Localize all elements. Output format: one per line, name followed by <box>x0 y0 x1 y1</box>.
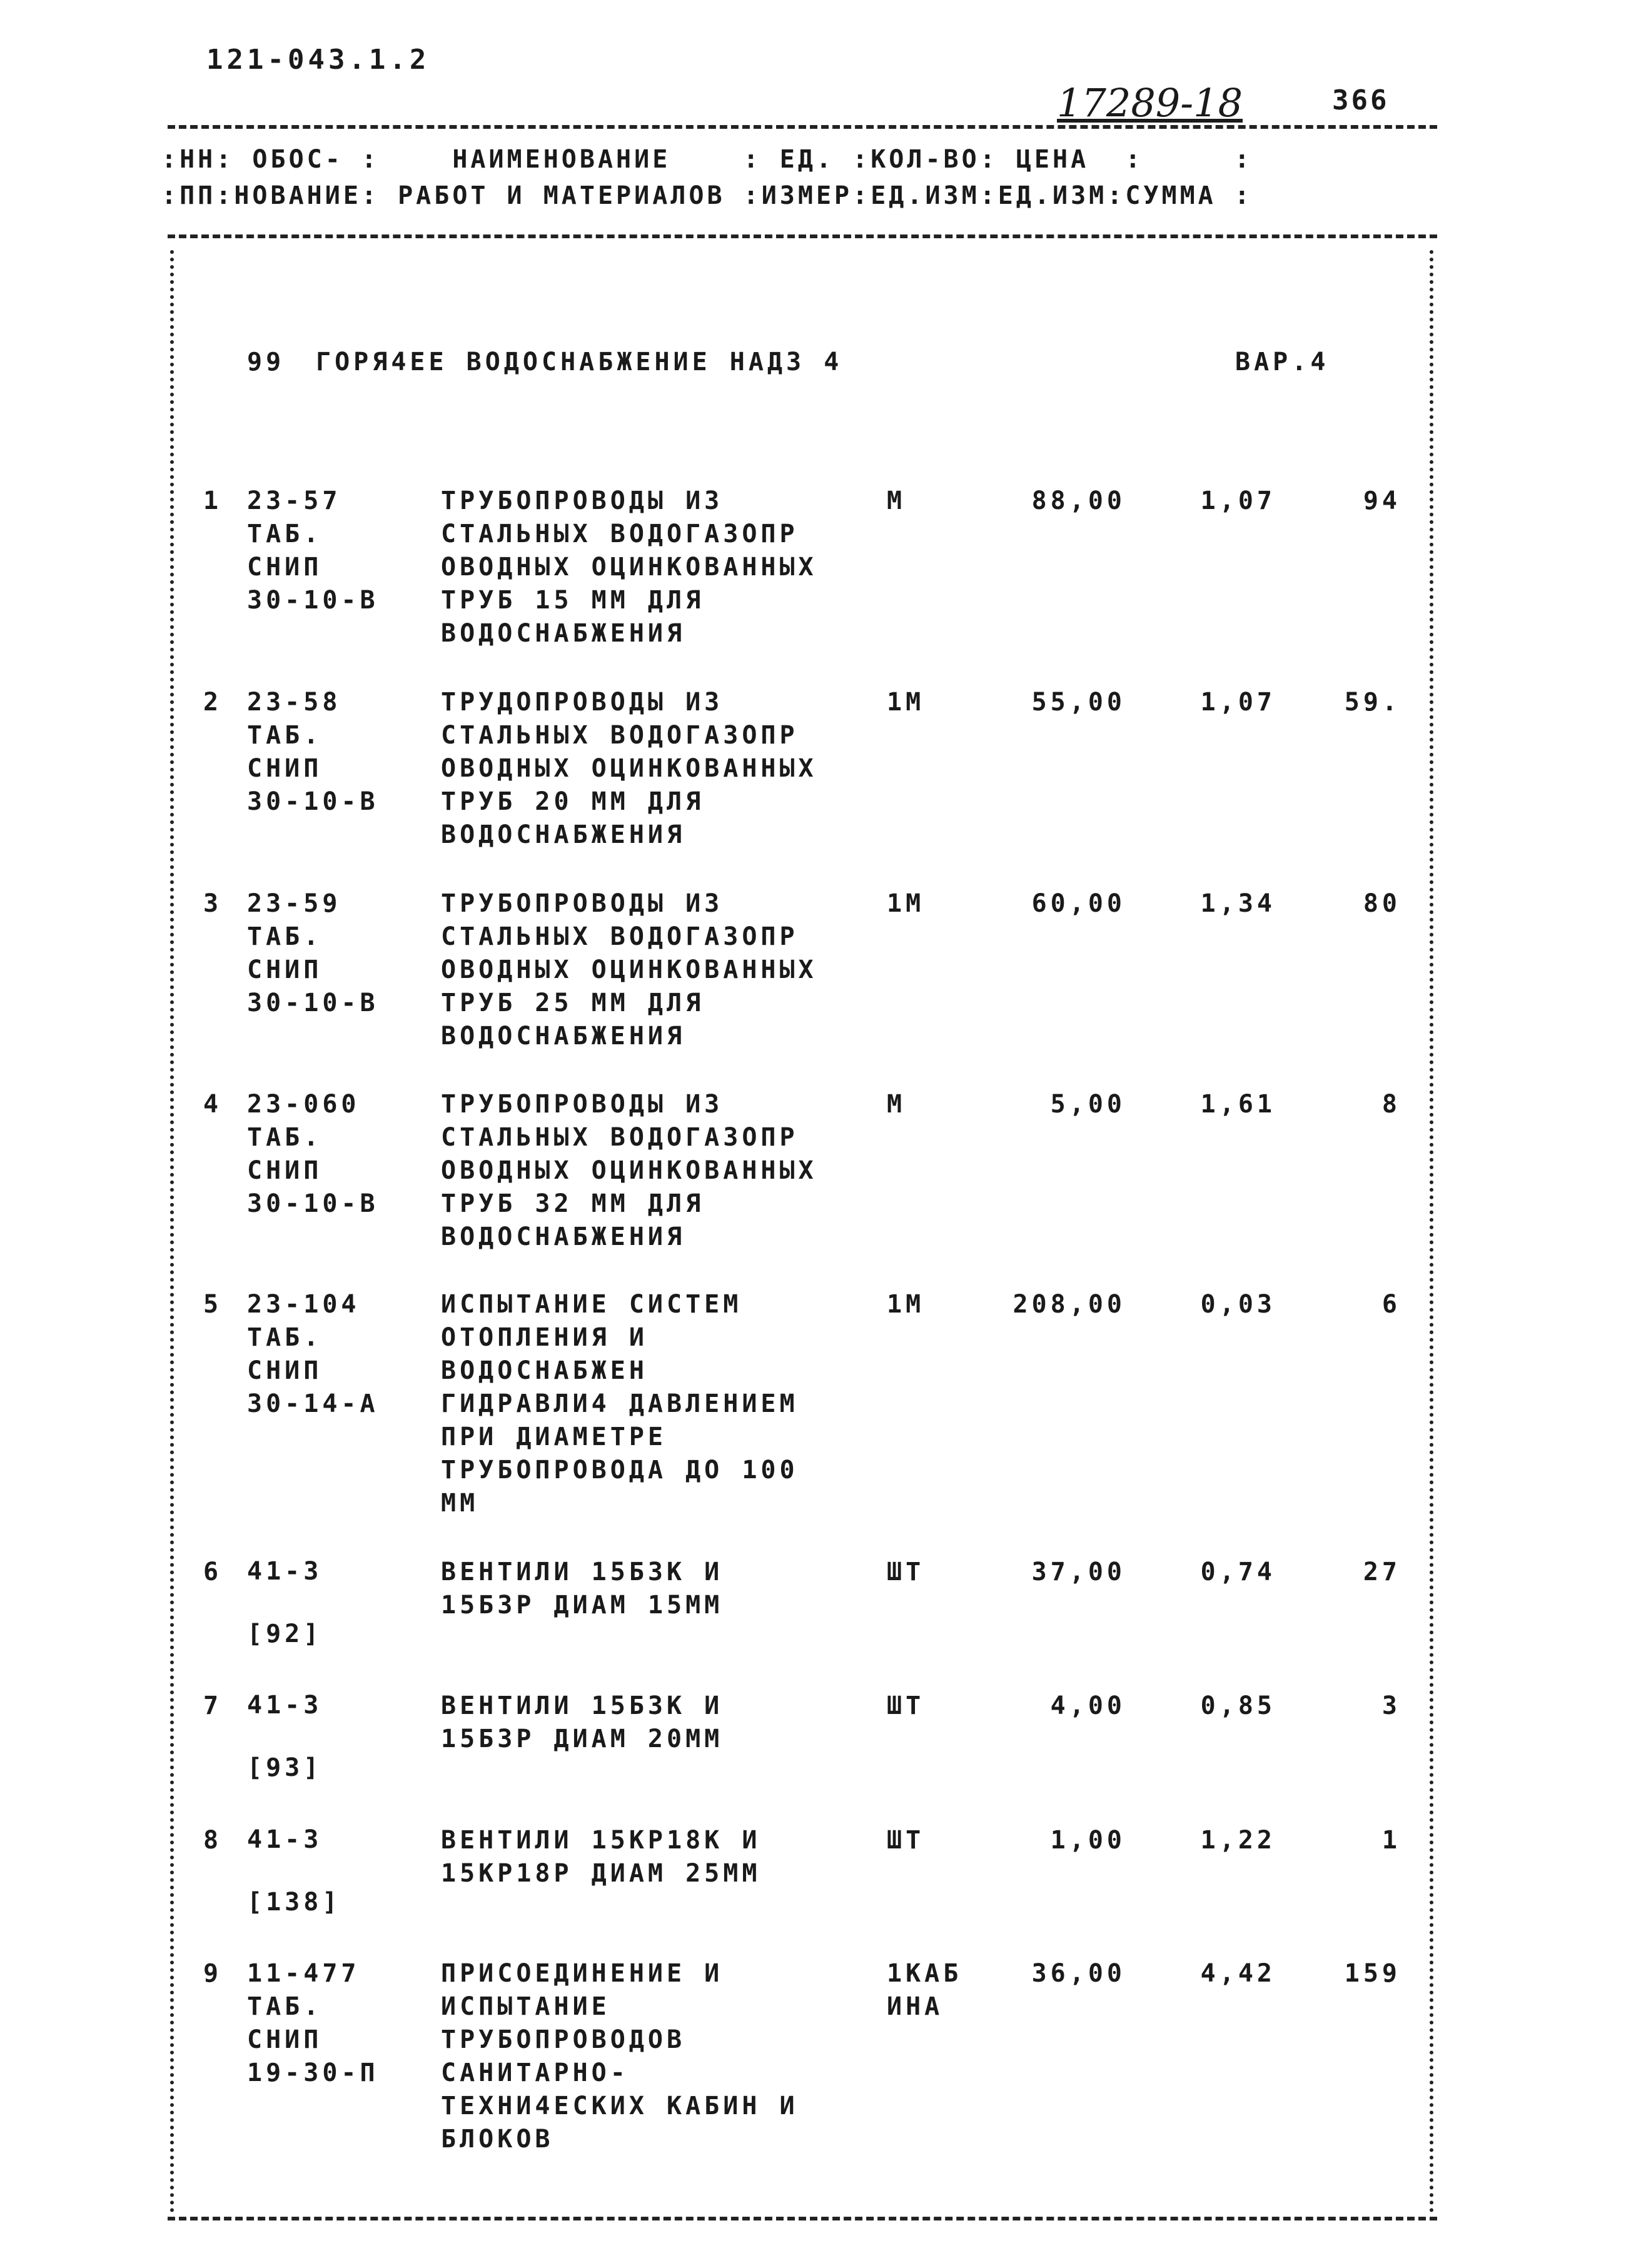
row-quantity: 1,00 <box>1050 1826 1126 1855</box>
section-title: ГОРЯ4ЕЕ ВОДОСНАБЖЕНИЕ НАДЗ 4 <box>316 348 843 376</box>
row-name: ИСПЫТАНИЕ СИСТЕМ ОТОПЛЕНИЯ И ВОДОСНАБЖЕН ГИДРАВЛИ4 ДАВЛЕНИЕМ ПРИ ДИАМЕТРЕ ТРУБОПРОВОДА ДО 100 ММ <box>441 1290 799 1518</box>
row-quantity: 36,00 <box>1031 1959 1126 1988</box>
row-code: 23-59 ТАБ. СНИП 30-10-В <box>247 889 379 1017</box>
row-code: 23-104 ТАБ. СНИП 30-14-А <box>247 1290 379 1418</box>
row-name: ПРИСОЕДИНЕНИЕ И ИСПЫТАНИЕ ТРУБОПРОВОДОВ САНИТАРНО- ТЕХНИ4ЕСКИХ КАБИН И БЛОКОВ <box>441 1959 799 2154</box>
row-number: 2 <box>203 688 223 717</box>
header-line-1: :НН: ОБОС- : НАИМЕНОВАНИЕ : ЕД. :КОЛ-ВО: ЦЕНА : : <box>161 145 1253 174</box>
row-quantity: 5,00 <box>1050 1090 1126 1119</box>
row-number: 8 <box>203 1826 223 1855</box>
row-number: 1 <box>203 486 223 515</box>
row-name: ВЕНТИЛИ 15Б3К И 15Б3Р ДИАМ 20ММ <box>441 1691 724 1753</box>
row-sum: 8 <box>1381 1090 1401 1119</box>
row-quantity: 88,00 <box>1031 486 1126 515</box>
row-name: ТРУДОПРОВОДЫ ИЗ СТАЛЬНЫХ ВОДОГАЗОПР ОВОДНЫХ ОЦИНКОВАННЫХ ТРУБ 20 ММ ДЛЯ ВОДОСНАБЖЕНИЯ <box>441 688 817 849</box>
row-sum: 159 <box>1344 1959 1401 1988</box>
row-unit: ШТ <box>887 1558 925 1586</box>
row-name: ВЕНТИЛИ 15Б3К И 15Б3Р ДИАМ 15ММ <box>441 1558 724 1620</box>
row-number: 7 <box>203 1691 223 1720</box>
row-unit: ШТ <box>887 1691 925 1720</box>
row-sum: 80 <box>1363 889 1401 918</box>
header-line-2: :ПП:НОВАНИЕ: РАБОТ И МАТЕРИАЛОВ :ИЗМЕР:ЕД.ИЗМ:ЕД.ИЗМ:СУММА : <box>161 181 1253 210</box>
row-unit: 1М <box>887 688 925 717</box>
document-code: 121-043.1.2 <box>206 44 430 76</box>
row-code: 23-58 ТАБ. СНИП 30-10-В <box>247 688 379 816</box>
section-number: 99 <box>247 348 285 376</box>
row-name: ТРУБОПРОВОДЫ ИЗ СТАЛЬНЫХ ВОДОГАЗОПР ОВОДНЫХ ОЦИНКОВАННЫХ ТРУБ 15 ММ ДЛЯ ВОДОСНАБЖЕНИЯ <box>441 486 817 648</box>
row-number: 5 <box>203 1290 223 1319</box>
row-price: 1,34 <box>1200 889 1276 918</box>
row-price: 1,22 <box>1200 1826 1276 1855</box>
row-sum: 59. <box>1344 688 1401 717</box>
row-number: 3 <box>203 889 223 918</box>
row-number: 4 <box>203 1090 223 1119</box>
row-name: ТРУБОПРОВОДЫ ИЗ СТАЛЬНЫХ ВОДОГАЗОПР ОВОДНЫХ ОЦИНКОВАННЫХ ТРУБ 32 ММ ДЛЯ ВОДОСНАБЖЕНИЯ <box>441 1090 817 1251</box>
handwritten-number: 17289-18 <box>1057 80 1243 126</box>
row-number: 9 <box>203 1959 223 1988</box>
row-code: 23-57 ТАБ. СНИП 30-10-В <box>247 486 379 615</box>
section-variant: ВАР.4 <box>1235 348 1330 376</box>
header-top-rule <box>168 125 1437 129</box>
row-price: 1,07 <box>1200 688 1276 717</box>
row-unit: 1М <box>887 889 925 918</box>
row-price: 1,07 <box>1200 486 1276 515</box>
row-sum: 94 <box>1363 486 1401 515</box>
row-price: 1,61 <box>1200 1090 1276 1119</box>
row-code: 23-060 ТАБ. СНИП 30-10-В <box>247 1090 379 1218</box>
table-left-border <box>170 250 174 2214</box>
row-code: 41-3 [92] <box>247 1557 323 1648</box>
row-price: 4,42 <box>1200 1959 1276 1988</box>
row-unit: 1КАБ ИНА <box>887 1959 962 2021</box>
row-price: 0,74 <box>1200 1558 1276 1586</box>
row-unit: 1М <box>887 1290 925 1319</box>
row-code: 41-3 [138] <box>247 1825 341 1917</box>
row-number: 6 <box>203 1558 223 1586</box>
row-unit: М <box>887 1090 906 1119</box>
table-bottom-rule <box>168 2217 1437 2220</box>
row-sum: 3 <box>1381 1691 1401 1720</box>
row-price: 0,85 <box>1200 1691 1276 1720</box>
row-unit: ШТ <box>887 1826 925 1855</box>
row-sum: 27 <box>1363 1558 1401 1586</box>
row-name: ТРУБОПРОВОДЫ ИЗ СТАЛЬНЫХ ВОДОГАЗОПР ОВОДНЫХ ОЦИНКОВАННЫХ ТРУБ 25 ММ ДЛЯ ВОДОСНАБЖЕНИЯ <box>441 889 817 1051</box>
table-right-border <box>1430 250 1433 2214</box>
page-number: 366 <box>1332 84 1390 116</box>
row-price: 0,03 <box>1200 1290 1276 1319</box>
row-code: 41-3 [93] <box>247 1691 323 1782</box>
row-name: ВЕНТИЛИ 15КР18К И 15КР18Р ДИАМ 25ММ <box>441 1826 761 1888</box>
row-sum: 6 <box>1381 1290 1401 1319</box>
header-bottom-rule <box>168 234 1437 238</box>
row-quantity: 208,00 <box>1012 1290 1126 1319</box>
row-quantity: 37,00 <box>1031 1558 1126 1586</box>
row-sum: 1 <box>1381 1826 1401 1855</box>
row-quantity: 55,00 <box>1031 688 1126 717</box>
row-quantity: 4,00 <box>1050 1691 1126 1720</box>
row-unit: М <box>887 486 906 515</box>
row-code: 11-477 ТАБ. СНИП 19-30-П <box>247 1959 379 2087</box>
row-quantity: 60,00 <box>1031 889 1126 918</box>
